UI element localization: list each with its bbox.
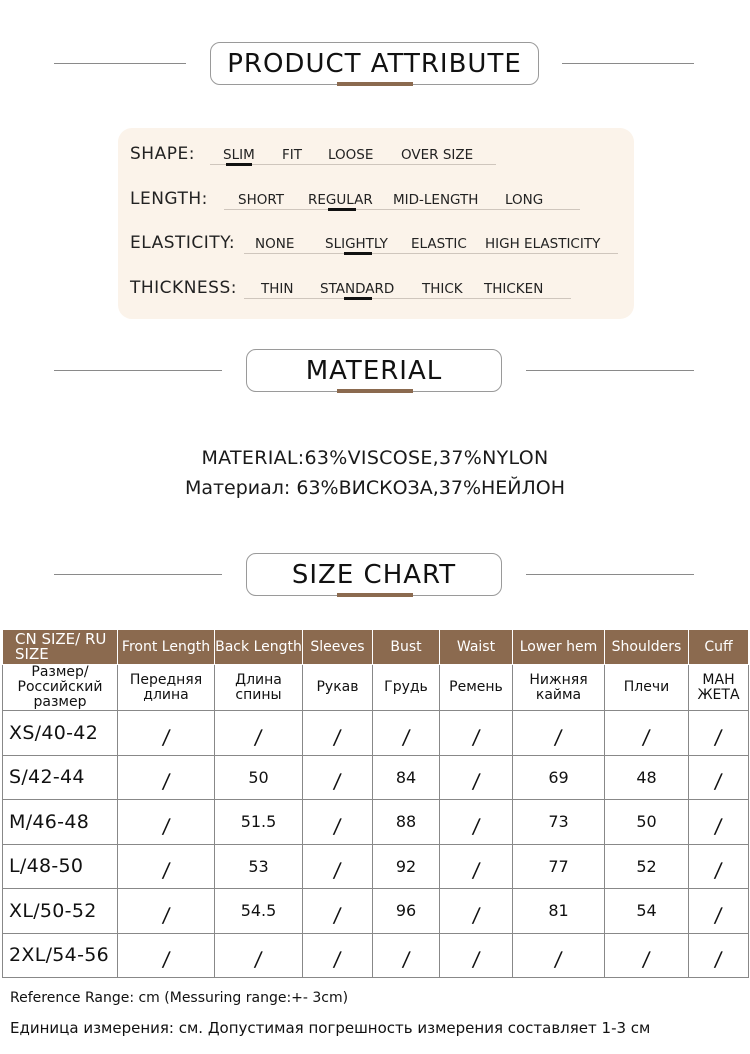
attr-selected-marker bbox=[344, 252, 372, 255]
col-header: Lower hem bbox=[513, 630, 605, 665]
col-header: Sleeves bbox=[303, 630, 373, 665]
measure-value: / bbox=[332, 858, 343, 883]
col-header-ru: Передняя длина bbox=[118, 665, 215, 711]
measure-cell bbox=[118, 889, 215, 934]
measure-value: / bbox=[253, 724, 264, 749]
measure-value: 52 bbox=[636, 856, 657, 876]
col-header: Cuff bbox=[689, 630, 749, 665]
measure-cell bbox=[689, 711, 749, 756]
measure-cell bbox=[303, 711, 373, 756]
measure-cell bbox=[440, 800, 513, 845]
header-line-right bbox=[562, 63, 694, 64]
measure-value: 81 bbox=[548, 901, 569, 921]
measure-cell bbox=[440, 889, 513, 934]
measure-cell bbox=[118, 711, 215, 756]
size-table bbox=[2, 629, 749, 978]
measure-cell bbox=[118, 933, 215, 978]
measure-value: 77 bbox=[548, 856, 569, 876]
attr-baseline bbox=[210, 164, 496, 165]
attr-label-length: LENGTH: bbox=[130, 189, 208, 209]
table-header-ru bbox=[3, 665, 749, 711]
measure-value: / bbox=[470, 813, 482, 838]
attr-label-thickness: THICKNESS: bbox=[130, 278, 237, 298]
measure-cell bbox=[373, 755, 440, 800]
size-label-cell: 2XL/54-56 bbox=[3, 933, 118, 978]
attr-option: MID-LENGTH bbox=[393, 192, 479, 208]
measure-value: / bbox=[332, 724, 343, 749]
measure-cell bbox=[440, 711, 513, 756]
measure-cell bbox=[689, 800, 749, 845]
measure-value: 53 bbox=[248, 856, 269, 876]
measure-value: 54.5 bbox=[240, 901, 277, 921]
measure-value: / bbox=[470, 902, 482, 927]
measure-value: / bbox=[470, 858, 482, 883]
measure-cell bbox=[513, 844, 605, 889]
attr-option: SLIM bbox=[223, 147, 255, 163]
measure-cell bbox=[440, 755, 513, 800]
col-header: Waist bbox=[440, 630, 513, 665]
measure-cell bbox=[118, 755, 215, 800]
measure-value: 50 bbox=[248, 767, 269, 787]
measure-value: 48 bbox=[636, 767, 657, 787]
attr-row-elasticity bbox=[118, 233, 634, 263]
table-row bbox=[3, 889, 749, 934]
measure-cell bbox=[373, 933, 440, 978]
attr-baseline bbox=[244, 253, 618, 254]
table-row bbox=[3, 933, 749, 978]
col-header: Bust bbox=[373, 630, 440, 665]
attr-selected-marker bbox=[328, 208, 356, 211]
col-header-ru: МАН ЖЕТА bbox=[689, 665, 749, 711]
measure-cell bbox=[605, 711, 689, 756]
measure-value: / bbox=[713, 813, 724, 838]
measure-value: 73 bbox=[548, 812, 569, 832]
col-header-ru: Рукав bbox=[303, 665, 373, 711]
col-header-ru: Ремень bbox=[440, 665, 513, 711]
measure-value: / bbox=[641, 947, 652, 972]
measure-cell bbox=[303, 755, 373, 800]
measure-cell bbox=[513, 889, 605, 934]
attr-option: FIT bbox=[282, 147, 302, 163]
attr-option: ELASTIC bbox=[411, 236, 467, 252]
measure-cell bbox=[513, 933, 605, 978]
measure-cell bbox=[373, 800, 440, 845]
attr-option: REGULAR bbox=[308, 192, 373, 208]
attr-option: STANDARD bbox=[320, 281, 395, 297]
table-row bbox=[3, 755, 749, 800]
measure-cell bbox=[440, 933, 513, 978]
measure-value: / bbox=[160, 769, 172, 794]
measure-value: / bbox=[470, 947, 482, 972]
measure-cell bbox=[689, 933, 749, 978]
measure-cell bbox=[215, 755, 303, 800]
attr-option: THICK bbox=[422, 281, 463, 297]
col-header-ru: Нижняя кайма bbox=[513, 665, 605, 711]
measure-cell bbox=[373, 889, 440, 934]
measure-cell bbox=[513, 711, 605, 756]
measure-value: / bbox=[160, 724, 172, 749]
attr-row-shape bbox=[118, 144, 634, 174]
title-underline bbox=[337, 82, 413, 86]
attr-option: NONE bbox=[255, 236, 295, 252]
attr-row-thickness bbox=[118, 278, 634, 308]
measure-value: / bbox=[160, 858, 172, 883]
measure-value: 96 bbox=[395, 901, 417, 921]
attr-baseline bbox=[224, 209, 580, 210]
measure-value: 50 bbox=[636, 812, 657, 832]
measure-cell bbox=[303, 889, 373, 934]
measure-cell bbox=[513, 755, 605, 800]
col-header-ru: Длина спины bbox=[215, 665, 303, 711]
size-table-body bbox=[3, 711, 749, 978]
table-row bbox=[3, 711, 749, 756]
reference-note-en: Reference Range: cm (Messuring range:+- 3cm) bbox=[10, 990, 349, 1006]
measure-value: / bbox=[332, 813, 343, 838]
attr-option: SHORT bbox=[238, 192, 284, 208]
measure-value: / bbox=[713, 724, 724, 749]
header-line-left bbox=[54, 63, 186, 64]
measure-value: / bbox=[400, 724, 412, 749]
attr-row-length bbox=[118, 189, 634, 219]
size-chart-header bbox=[0, 553, 750, 603]
measure-value: / bbox=[160, 947, 172, 972]
measure-value: / bbox=[470, 769, 482, 794]
table-row bbox=[3, 800, 749, 845]
attr-option: LONG bbox=[505, 192, 544, 208]
measure-cell bbox=[303, 844, 373, 889]
measure-cell bbox=[605, 755, 689, 800]
size-chart-title: SIZE CHART bbox=[246, 553, 502, 596]
measure-value: / bbox=[641, 724, 652, 749]
col-header-ru: Плечи bbox=[605, 665, 689, 711]
measure-value: / bbox=[253, 947, 264, 972]
material-header bbox=[0, 349, 750, 399]
measure-cell bbox=[689, 889, 749, 934]
measure-value: / bbox=[713, 769, 724, 794]
col-header: Shoulders bbox=[605, 630, 689, 665]
measure-cell bbox=[215, 844, 303, 889]
product-attribute-header bbox=[0, 42, 750, 92]
table-header-en bbox=[3, 630, 749, 665]
header-line-right bbox=[526, 370, 694, 371]
measure-cell bbox=[605, 800, 689, 845]
attr-option: SLIGHTLY bbox=[325, 236, 388, 252]
material-title: MATERIAL bbox=[246, 349, 502, 392]
attr-baseline bbox=[244, 298, 571, 299]
header-line-left bbox=[54, 370, 222, 371]
measure-cell bbox=[215, 800, 303, 845]
measure-cell bbox=[605, 889, 689, 934]
size-label-cell: XS/40-42 bbox=[3, 711, 118, 756]
measure-value: 54 bbox=[636, 901, 657, 921]
material-text-ru: Материал: 63%ВИСКОЗА,37%НЕЙЛОН bbox=[184, 477, 566, 499]
table-row bbox=[3, 844, 749, 889]
measure-cell bbox=[440, 844, 513, 889]
col-header: Front Length bbox=[118, 630, 215, 665]
measure-value: / bbox=[470, 724, 482, 749]
measure-value: 88 bbox=[395, 812, 417, 832]
attr-option: THICKEN bbox=[484, 281, 544, 297]
measure-cell bbox=[215, 933, 303, 978]
measure-value: / bbox=[332, 947, 343, 972]
size-label-cell: S/42-44 bbox=[3, 755, 118, 800]
attr-label-elasticity: ELASTICITY: bbox=[130, 233, 236, 253]
product-attribute-title: PRODUCT ATTRIBUTE bbox=[210, 42, 539, 85]
size-label-cell: XL/50-52 bbox=[3, 889, 118, 934]
attr-label-shape: SHAPE: bbox=[130, 144, 195, 164]
material-text-en: MATERIAL:63%VISCOSE,37%NYLON bbox=[201, 447, 549, 469]
measure-value: / bbox=[332, 902, 343, 927]
measure-cell bbox=[118, 844, 215, 889]
attr-option: HIGH ELASTICITY bbox=[485, 236, 601, 252]
size-label-cell: M/46-48 bbox=[3, 800, 118, 845]
measure-cell bbox=[373, 844, 440, 889]
attribute-panel bbox=[118, 128, 634, 319]
attr-option: OVER SIZE bbox=[401, 147, 474, 163]
measure-value: 92 bbox=[395, 856, 417, 876]
measure-value: / bbox=[553, 947, 564, 972]
measure-cell bbox=[689, 844, 749, 889]
measure-cell bbox=[303, 933, 373, 978]
measure-value: / bbox=[713, 858, 724, 883]
measure-cell bbox=[118, 800, 215, 845]
header-line-left bbox=[54, 574, 222, 575]
measure-cell bbox=[373, 711, 440, 756]
measure-cell bbox=[605, 933, 689, 978]
attr-option: THIN bbox=[261, 281, 294, 297]
measure-cell bbox=[513, 800, 605, 845]
size-label-cell: L/48-50 bbox=[3, 844, 118, 889]
measure-cell bbox=[303, 800, 373, 845]
attr-option: LOOSE bbox=[328, 147, 374, 163]
title-underline bbox=[337, 593, 413, 597]
attr-selected-marker bbox=[226, 163, 252, 166]
measure-cell bbox=[215, 889, 303, 934]
title-underline bbox=[337, 389, 413, 393]
measure-cell bbox=[605, 844, 689, 889]
measure-value: / bbox=[160, 902, 172, 927]
measure-value: / bbox=[553, 724, 564, 749]
reference-note-ru: Единица измерения: см. Допустимая погрешность измерения составляет 1-3 см bbox=[10, 1019, 651, 1037]
measure-value: / bbox=[713, 902, 724, 927]
header-line-right bbox=[526, 574, 694, 575]
measure-value: 51.5 bbox=[240, 812, 277, 832]
col-header-ru: Грудь bbox=[373, 665, 440, 711]
measure-value: / bbox=[400, 947, 412, 972]
measure-value: 69 bbox=[548, 767, 569, 787]
measure-value: / bbox=[713, 947, 724, 972]
attr-selected-marker bbox=[344, 297, 372, 300]
measure-cell bbox=[215, 711, 303, 756]
col-header: CN SIZE/ RU SIZE bbox=[3, 630, 118, 665]
measure-value: / bbox=[160, 813, 172, 838]
measure-value: / bbox=[332, 769, 343, 794]
col-header-ru: Размер/ Российский размер bbox=[3, 665, 118, 711]
measure-cell bbox=[689, 755, 749, 800]
col-header: Back Length bbox=[215, 630, 303, 665]
measure-value: 84 bbox=[395, 767, 417, 787]
